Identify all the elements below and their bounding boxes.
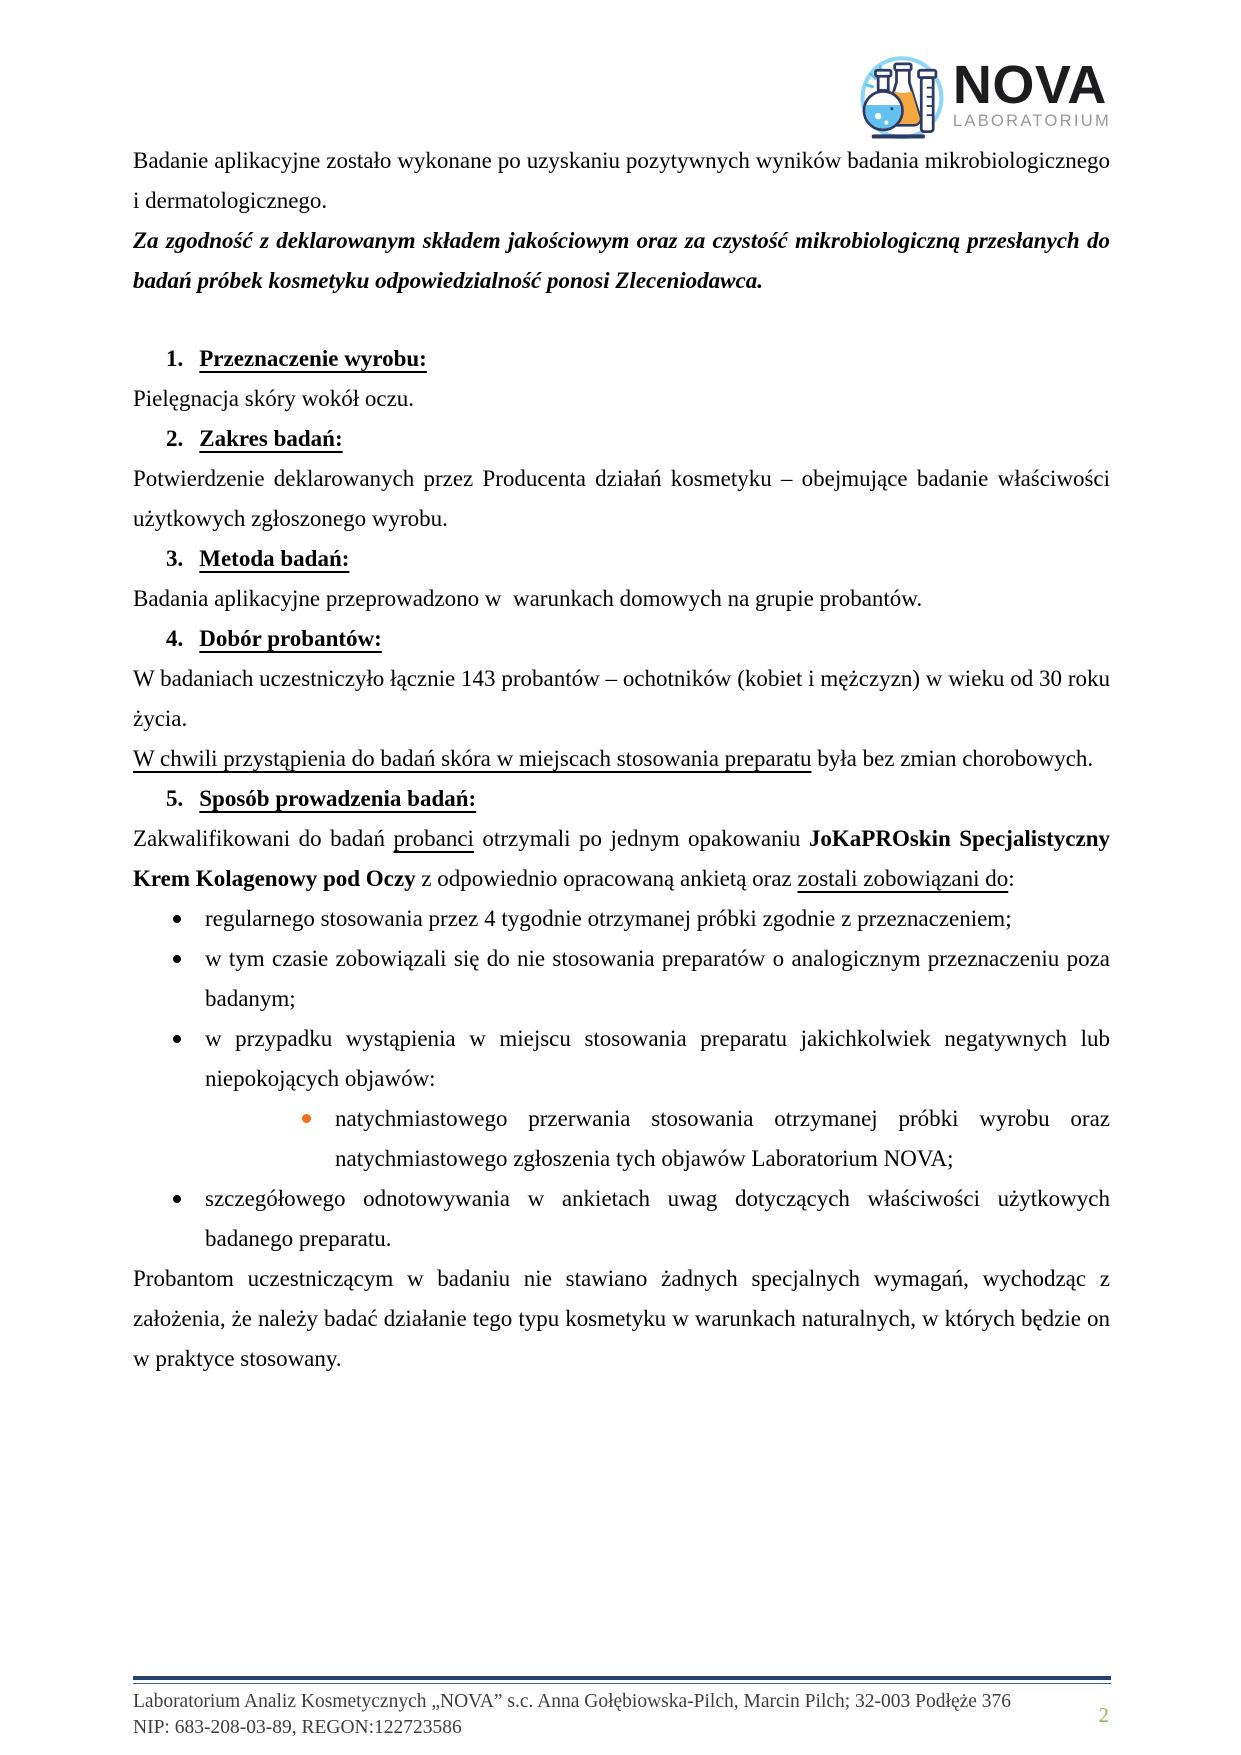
footer-row xyxy=(133,1689,1111,1741)
intro-paragraph: Badanie aplikacyjne zostało wykonane po uzyskaniu pozytywnych wyników badania mikrobiologicznego i dermatologicznego. xyxy=(133,148,1110,213)
page-footer xyxy=(133,1676,1111,1741)
footer-divider xyxy=(133,1676,1111,1684)
section-3-heading xyxy=(133,539,1110,579)
section-1-heading xyxy=(133,339,1110,379)
footer-tax-line: NIP: 683-208-03-89, REGON:122723586 xyxy=(133,1717,462,1738)
logo xyxy=(858,48,1111,142)
logo-text xyxy=(952,54,1111,131)
section-5-intro-text: otrzymali po jednym opakowaniu xyxy=(473,826,809,851)
section-1-body: Pielęgnacja skóry wokół oczu. xyxy=(133,386,415,411)
section-3-number: 3. xyxy=(166,546,184,571)
section-4-title: Dobór probantów: xyxy=(199,626,382,651)
bullet-item: w tym czasie zobowiązali się do nie stosowania preparatów o analogicznym przeznaczeniu poza badanym; xyxy=(133,939,1110,1019)
logo-subtitle: LABORATORIUM xyxy=(952,111,1111,130)
section-5-intro-text: : xyxy=(1008,866,1015,891)
section-2-heading xyxy=(133,419,1110,459)
section-2-title: Zakres badań: xyxy=(199,426,343,451)
section-3-body: Badania aplikacyjne przeprowadzono w warunkach domowych na grupie probantów. xyxy=(133,586,923,611)
disclaimer-paragraph: Za zgodność z deklarowanym składem jakościowym oraz za czystość mikrobiologiczną przesłanych do badań próbek kosmetyku odpowiedzialność ponosi Zleceniodawca. xyxy=(133,228,1110,293)
section-5-title: Sposób prowadzenia badań: xyxy=(199,786,477,811)
section-1-title: Przeznaczenie wyrobu: xyxy=(199,346,427,371)
section-5-intro-underlined: zostali zobowiązani do xyxy=(797,866,1009,891)
section-4-note-underlined: W chwili przystąpienia do badań skóra w miejscach stosowania preparatu xyxy=(133,746,812,771)
document-body xyxy=(133,141,1110,1379)
section-1-number: 1. xyxy=(166,346,184,371)
section-5-intro xyxy=(133,819,1110,899)
section-5-heading xyxy=(133,779,1110,819)
section-4-note-rest: była bez zmian chorobowych. xyxy=(811,746,1094,771)
logo-name: NOVA xyxy=(952,54,1107,115)
section-4-number: 4. xyxy=(166,626,184,651)
section-3-title: Metoda badań: xyxy=(199,546,350,571)
section-5-number: 5. xyxy=(166,786,184,811)
bullet-item: regularnego stosowania przez 4 tygodnie otrzymanej próbki zgodnie z przeznaczeniem; xyxy=(133,899,1110,939)
section-4-body: W badaniach uczestniczyło łącznie 143 probantów – ochotników (kobiet i mężczyzn) w wieku od 30 roku życia. xyxy=(133,666,1110,731)
section-4-note xyxy=(133,739,1110,779)
bullet-item: w przypadku wystąpienia w miejscu stosowania preparatu jakichkolwiek negatywnych lub niepokojących objawów: xyxy=(133,1019,1110,1099)
section-2-number: 2. xyxy=(166,426,184,451)
footer-text xyxy=(133,1689,1011,1741)
product-name: JoKaPROskin Specjalistyczny Krem Kolagenowy pod Oczy xyxy=(133,826,1111,891)
section-5-intro-text: z odpowiednio opracowaną ankietą oraz xyxy=(415,866,798,891)
section-4-heading xyxy=(133,619,1110,659)
sub-bullet-item: natychmiastowego przerwania stosowania otrzymanej próbki wyrobu oraz natychmiastowego zgłoszenia tych objawów Laboratorium NOVA; xyxy=(133,1099,1110,1179)
section-5-intro-text: Zakwalifikowani do badań xyxy=(133,826,394,851)
bullet-item: szczegółowego odnotowywania w ankietach uwag dotyczących właściwości użytkowych badanego preparatu. xyxy=(133,1179,1110,1259)
closing-paragraph: Probantom uczestniczącym w badaniu nie stawiano żadnych specjalnych wymagań, wychodząc z założenia, że należy badać działanie tego typu kosmetyku w warunkach naturalnych, w których będzie on w praktyce stosowany. xyxy=(133,1266,1110,1371)
flask-logo-icon xyxy=(858,48,946,142)
footer-company-line: Laboratorium Analiz Kosmetycznych „NOVA” s.c. Anna Gołębiowska-Pilch, Marcin Pilch; 32-003 Podłęże 376 xyxy=(133,1691,1012,1712)
section-2-body: Potwierdzenie deklarowanych przez Producenta działań kosmetyku – obejmujące badanie właściwości użytkowych zgłoszonego wyrobu. xyxy=(133,466,1110,531)
section-5-intro-underlined: probanci xyxy=(393,826,474,851)
page-number: 2 xyxy=(1098,1703,1109,1727)
